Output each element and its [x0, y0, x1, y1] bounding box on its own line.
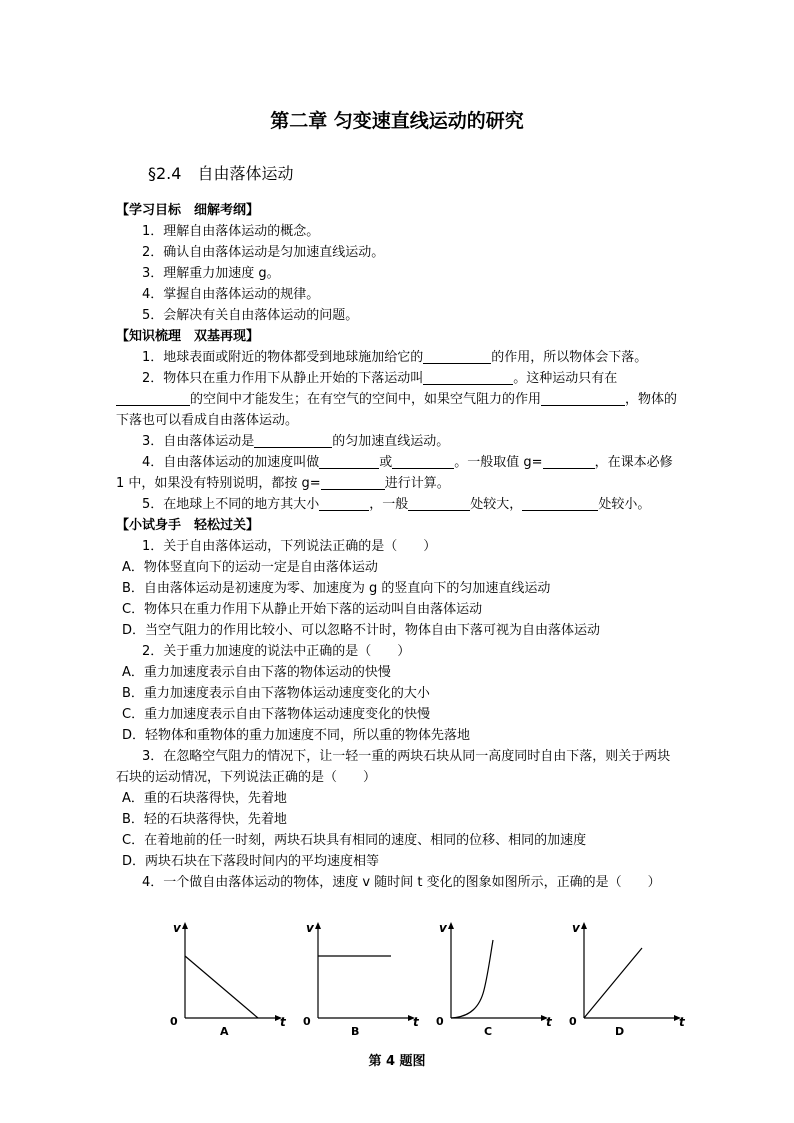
option-item[interactable]: A．重的石块落得快，先着地: [122, 791, 287, 806]
origin-label: 0: [436, 1015, 444, 1028]
graph-d-svg: [559, 918, 689, 1038]
goal-item: 2．确认自由落体运动是匀加速直线运动。: [142, 245, 385, 260]
graph-c-svg: [426, 918, 556, 1038]
graph-panel-d[interactable]: [559, 918, 689, 1038]
panel-label: C: [484, 1025, 493, 1038]
v-label: v: [306, 921, 314, 935]
graph-line: [584, 948, 642, 1018]
review-heading: 【知识梳理 双基再现】: [116, 329, 260, 344]
answer-blank[interactable]: [319, 454, 379, 469]
graph-b-svg: [293, 918, 423, 1038]
option-item[interactable]: C．在着地前的任一时刻，两块石块具有相同的速度、相同的位移、相同的加速度: [122, 833, 587, 848]
t-label: t: [679, 1015, 685, 1029]
section-title: §2.4 自由落体运动: [148, 164, 294, 183]
graph-line: [185, 956, 258, 1018]
answer-blank[interactable]: [543, 454, 595, 469]
option-item[interactable]: C．重力加速度表示自由下落物体运动速度变化的快慢: [122, 707, 431, 722]
figure-caption: 第 4 题图: [368, 1054, 426, 1069]
review-q3: 3．自由落体运动是 的匀加速直线运动。: [142, 434, 450, 449]
option-item[interactable]: B．轻的石块落得快，先着地: [122, 812, 287, 827]
t-label: t: [546, 1015, 552, 1029]
practice-q1-stem: 1．关于自由落体运动，下列说法正确的是（ ）: [142, 539, 437, 554]
v-axis-arrow: [315, 922, 321, 929]
graph-panel-b[interactable]: [293, 918, 423, 1038]
option-item[interactable]: D．当空气阻力的作用比较小、可以忽略不计时，物体自由下落可视为自由落体运动: [122, 623, 601, 638]
practice-q3-stem: 3．在忽略空气阻力的情况下，让一轻一重的两块石块从同一高度同时自由下落，则关于两块石块的运动情况，下列说法正确的是（ ）: [116, 749, 671, 785]
graph-a-svg: [160, 918, 290, 1038]
option-item[interactable]: D．两块石块在下落段时间内的平均速度相等: [122, 854, 380, 869]
answer-blank[interactable]: [116, 391, 190, 406]
goals-heading: 【学习目标 细解考纲】: [116, 203, 260, 218]
goal-item: 1．理解自由落体运动的概念。: [142, 224, 320, 239]
goal-item: 4．掌握自由落体运动的规律。: [142, 287, 320, 302]
answer-blank[interactable]: [319, 496, 369, 511]
option-item[interactable]: C．物体只在重力作用下从静止开始下落的运动叫自由落体运动: [122, 602, 483, 617]
answer-blank[interactable]: [321, 475, 385, 490]
origin-label: 0: [303, 1015, 311, 1028]
graph-panel-a[interactable]: [160, 918, 290, 1038]
answer-blank[interactable]: [423, 349, 491, 364]
origin-label: 0: [170, 1015, 178, 1028]
option-item[interactable]: B．自由落体运动是初速度为零、加速度为 g 的竖直向下的匀加速直线运动: [122, 581, 551, 596]
panel-label: A: [220, 1025, 229, 1038]
graph-panel-c[interactable]: [426, 918, 556, 1038]
practice-heading: 【小试身手 轻松过关】: [116, 518, 260, 533]
panel-label: B: [351, 1025, 360, 1038]
practice-q2-stem: 2．关于重力加速度的说法中正确的是（ ）: [142, 644, 411, 659]
vt-graph-figure: [160, 918, 700, 1048]
v-axis-arrow: [182, 922, 188, 929]
t-label: t: [280, 1015, 286, 1029]
goal-item: 5．会解决有关自由落体运动的问题。: [142, 308, 359, 323]
answer-blank[interactable]: [408, 496, 470, 511]
v-axis-arrow: [448, 922, 454, 929]
chapter-title: 第二章 匀变速直线运动的研究: [270, 110, 524, 132]
answer-blank[interactable]: [423, 370, 513, 385]
v-label: v: [173, 921, 181, 935]
graph-curve: [451, 940, 493, 1018]
review-q2: 2．物体只在重力作用下从静止开始的下落运动叫 。这种运动只有在 的空间中才能发生；在有空气的空间中，如果空气阻力的作用 ，物体的下落也可以看成自由落体运动。: [116, 371, 678, 428]
option-item[interactable]: D．轻物体和重物体的重力加速度不同，所以重的物体先落地: [122, 728, 471, 743]
option-item[interactable]: A．重力加速度表示自由下落的物体运动的快慢: [122, 665, 391, 680]
review-q5: 5．在地球上不同的地方其大小 ，一般 处较大， 处较小。: [142, 497, 651, 512]
v-label: v: [572, 921, 580, 935]
answer-blank[interactable]: [541, 391, 625, 406]
answer-blank[interactable]: [522, 496, 598, 511]
answer-blank[interactable]: [254, 433, 332, 448]
review-q1: 1．地球表面或附近的物体都受到地球施加给它的 的作用，所以物体会下落。: [142, 350, 648, 365]
v-axis-arrow: [581, 922, 587, 929]
goal-item: 3．理解重力加速度 g。: [142, 266, 280, 281]
option-item[interactable]: A．物体竖直向下的运动一定是自由落体运动: [122, 560, 378, 575]
document-body: [116, 200, 682, 893]
practice-q4-stem: 4．一个做自由落体运动的物体，速度 v 随时间 t 变化的图象如图所示，正确的是（ ）: [142, 875, 661, 890]
review-q4: 4．自由落体运动的加速度叫做 或 。一般取值 g= ，在课本必修 1 中，如果没有特别说明，都按 g= 进行计算。: [116, 455, 673, 491]
v-label: v: [439, 921, 447, 935]
panel-label: D: [615, 1025, 625, 1038]
answer-blank[interactable]: [392, 454, 454, 469]
t-label: t: [413, 1015, 419, 1029]
origin-label: 0: [569, 1015, 577, 1028]
option-item[interactable]: B．重力加速度表示自由下落物体运动速度变化的大小: [122, 686, 430, 701]
